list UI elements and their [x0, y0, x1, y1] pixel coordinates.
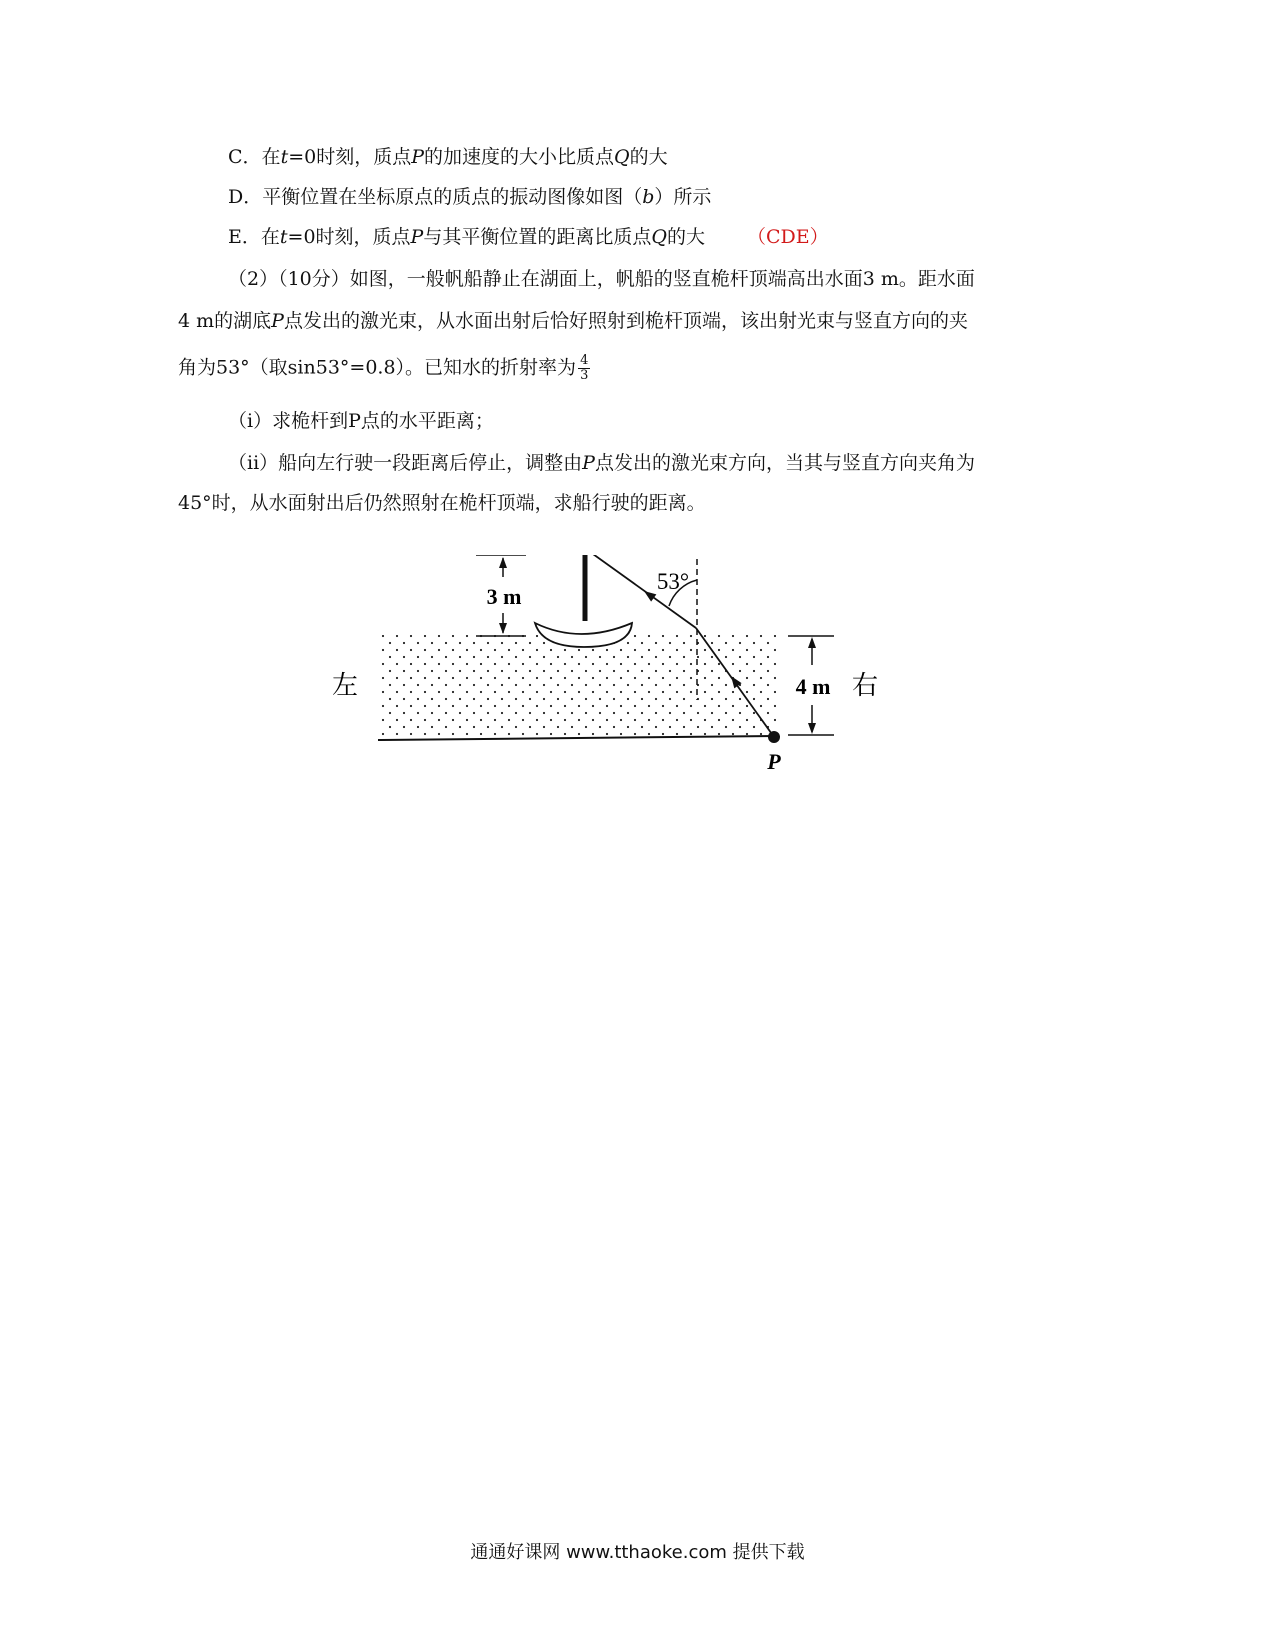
dim-arrow-down-icon: [499, 623, 507, 634]
right-label: 右: [852, 671, 879, 701]
option-e: E．在t=0时刻，质点P与其平衡位置的距离比质点Q的大 （CDE）: [228, 226, 829, 248]
depth-label: 4 m: [795, 674, 831, 699]
point-p-label: P: [767, 749, 781, 774]
option-c: C．在t=0时刻，质点P的加速度的大小比质点Q的大: [228, 146, 668, 168]
water-region: [378, 635, 776, 739]
option-d: D．平衡位置在坐标原点的质点的振动图像如图（b）所示: [228, 186, 712, 208]
angle-label: 53°: [656, 569, 690, 594]
question2-line2: 4 m的湖底P点发出的激光束，从水面出射后恰好照射到桅杆顶端，该出射光束与竖直方向的夹: [178, 310, 968, 332]
dim-arrow-up-icon: [499, 557, 507, 568]
fraction-four-thirds: $\frac{4}{3}$: [580, 353, 589, 383]
height-label: 3 m: [486, 584, 522, 609]
question2-line3: 角为53°（取sin53°=0.8）。已知水的折射率为 $\frac{4}{3}$: [178, 353, 589, 383]
question2-line1: （2）（10分）如图，一般帆船静止在湖面上，帆船的竖直桅杆顶端高出水面3 m。距水面: [228, 268, 975, 290]
point-p: [768, 731, 780, 743]
dim-arrow-up-icon-2: [808, 637, 816, 648]
question2-part-ii-line2: 45°时，从水面射出后仍然照射在桅杆顶端，求船行驶的距离。: [178, 492, 706, 514]
question2-part-ii: （ii）船向左行驶一段距离后停止，调整由P点发出的激光束方向，当其与竖直方向夹角为: [228, 452, 975, 474]
footer-source: 通通好课网 www.tthaoke.com 提供下载: [470, 1542, 805, 1563]
question2-part-i: （i）求桅杆到P点的水平距离；: [228, 410, 494, 432]
boat-laser-figure: [330, 555, 890, 780]
answer-key: （CDE）: [746, 226, 829, 248]
left-label: 左: [332, 671, 359, 701]
dim-arrow-down-icon-2: [808, 723, 816, 734]
